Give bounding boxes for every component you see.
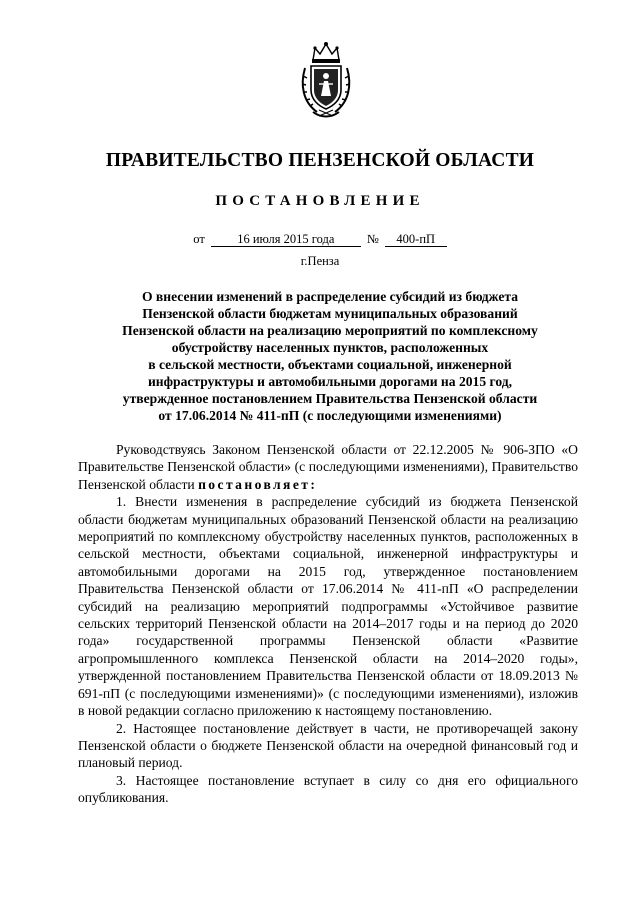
title-line: О внесении изменений в распределение субсидий из бюджета (141, 289, 519, 304)
resolves-word: постановляет: (198, 476, 318, 492)
coat-of-arms-icon (297, 40, 355, 120)
preamble-paragraph (78, 441, 578, 493)
title-line: Пензенской области на реализацию мероприятий по комплексному (122, 323, 538, 338)
date-prefix: от (193, 232, 205, 246)
title-line: обустройству населенных пунктов, расположенных (171, 340, 489, 355)
clause-2: 2. Настоящее постановление действует в части, не противоречащей закону Пензенской области о бюджете Пензенской области на очередной финансовый год и плановый период. (78, 720, 578, 771)
title-line: инфраструктуры и автомобильными дорогами на 2015 год, (147, 374, 513, 389)
decree-number: 400-пП (385, 232, 447, 247)
city: г.Пенза (300, 254, 340, 268)
coat-of-arms-emblem (297, 40, 355, 120)
date-number-line (0, 232, 640, 247)
government-name: ПРАВИТЕЛЬСТВО ПЕНЗЕНСКОЙ ОБЛАСТИ (105, 150, 535, 171)
document-title (80, 288, 580, 424)
title-line: Пензенской области бюджетам муниципальных образований (142, 306, 518, 321)
title-line: в сельской местности, объектами социальной, инженерной (148, 357, 512, 372)
preamble-text: Руководствуясь Законом Пензенской области от 22.12.2005 № 906-ЗПО «О Правительстве Пензенской области» (с последующими изменениями), Правительство Пензенской области (78, 442, 578, 492)
title-line: от 17.06.2014 № 411-пП (с последующими изменениями) (158, 408, 502, 423)
clause-3: 3. Настоящее постановление вступает в силу со дня его официального опубликования. (78, 772, 578, 806)
decree-date: 16 июля 2015 года (211, 232, 361, 247)
clause-1: 1. Внести изменения в распределение субсидий из бюджета Пензенской области бюджетам муниципальных образований Пензенской области на реализацию мероприятий по комплексному обустройству населенных пунктов, расположенных в сельской местности, объектами социальной, инженерной инфраструктуры и автомобильными дорогами на 2015 год, утвержденное постановлением Правительства Пензенской области от 17.06.2014 № 411-пП «О распределении субсидий на реализацию мероприятий подпрограммы «Устойчивое развитие сельских территорий Пензенской области на 2014–2017 годы и на период до 2020 года» государственной программы Пензенской области «Развитие агропромышленного комплекса Пензенской области на 2014–2020 годы», утвержденной постановлением Правительства Пензенской области от 18.09.2013 № 691-пП (с последующими изменениями)» (с последующими изменениями), изложив в новой редакции согласно приложению к настоящему постановлению. (78, 494, 578, 719)
document-body (78, 441, 578, 807)
number-prefix: № (366, 232, 379, 246)
document-type: ПОСТАНОВЛЕНИЕ (215, 193, 425, 209)
title-line: утвержденное постановлением Правительства Пензенской области (122, 391, 538, 406)
